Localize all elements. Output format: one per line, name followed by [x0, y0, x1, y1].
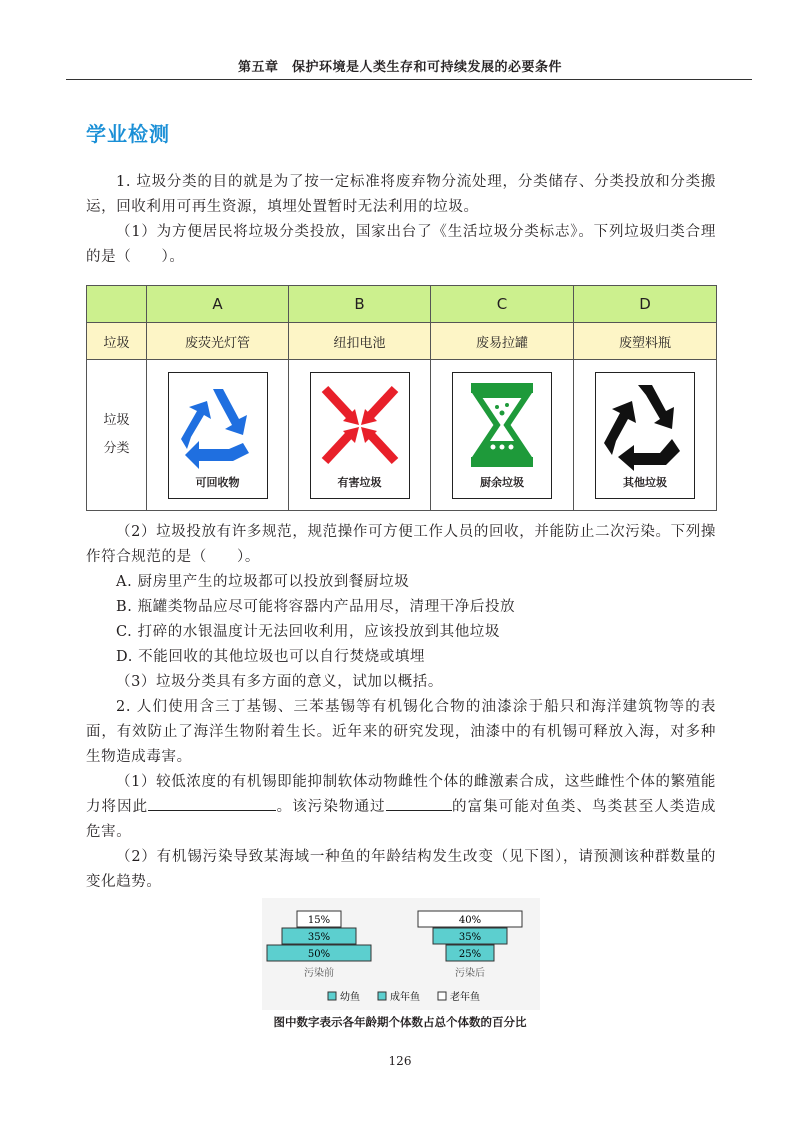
legend-swatch-adult — [378, 992, 386, 1000]
row-label-category — [87, 360, 147, 511]
recyclable-label: 可回收物 — [195, 475, 240, 489]
column-c-header: C — [431, 286, 574, 323]
option-c: C. 打碎的水银温度计无法回收利用，应该投放到其他垃圾 — [116, 624, 500, 640]
black-recycle-icon — [600, 377, 690, 472]
hourglass-icon — [457, 377, 547, 472]
legend-young: 幼鱼 — [340, 992, 360, 1003]
after-old-value: 40% — [458, 915, 482, 926]
option-d: D. 不能回收的其他垃圾也可以自行焚烧或填埋 — [116, 649, 426, 665]
after-young-value: 25% — [458, 949, 482, 960]
other-waste-sign — [595, 372, 695, 499]
kitchen-waste-sign — [452, 372, 552, 499]
sign-cell-c — [431, 360, 574, 511]
table-header-row — [87, 286, 717, 323]
garbage-classification-table — [86, 285, 717, 511]
chapter-header: 第五章 保护环境是人类生存和可持续发展的必要条件 — [237, 60, 562, 75]
age-structure-figure — [262, 898, 540, 1010]
question-2-sub1-part3: 的富集可能对鱼类、鸟类甚至人类造成危害。 — [86, 799, 716, 840]
figure-caption: 图中数字表示各年龄期个体数占总个体数的百分比 — [273, 1015, 527, 1029]
kitchen-waste-label: 厨余垃圾 — [480, 475, 524, 489]
option-b: B. 瓶罐类物品应尽可能将容器内产品用尽，清理干净后投放 — [116, 599, 516, 615]
item-b: 纽扣电池 — [289, 323, 431, 360]
row-label-category-line1: 垃圾 — [103, 413, 130, 428]
sign-cell-b — [289, 360, 431, 511]
table-row-category — [87, 360, 717, 511]
question-2-sub1-part1: （1）较低浓度的有机锡即能抑制软体动物雌性个体的雌激素合成，这些雌性个体的繁殖能力将因此 — [86, 774, 716, 815]
sign-cell-a — [147, 360, 289, 511]
row-label-category-line2: 分类 — [103, 441, 130, 456]
item-d: 废塑料瓶 — [574, 323, 717, 360]
before-young-value: 50% — [307, 949, 331, 960]
row-label-garbage: 垃圾 — [87, 323, 147, 360]
legend-swatch-old — [438, 992, 446, 1000]
before-old-value: 15% — [307, 915, 331, 926]
recyclable-sign — [168, 372, 268, 499]
question-1-sub2: （2）垃圾投放有许多规范，规范操作可方便工作人员的回收，并能防止二次污染。下列操作符合规范的是（ ）。 — [86, 524, 716, 565]
column-a-header: A — [147, 286, 289, 323]
after-adult-value: 35% — [458, 932, 482, 943]
other-waste-label: 其他垃圾 — [623, 475, 667, 489]
column-d-header: D — [574, 286, 717, 323]
before-label: 污染前 — [304, 968, 334, 979]
table-corner-cell — [87, 286, 147, 323]
header-divider — [66, 79, 752, 80]
hazardous-sign — [310, 372, 410, 499]
recycle-icon — [173, 377, 263, 472]
question-1-sub3: （3）垃圾分类具有多方面的意义，试加以概括。 — [116, 674, 443, 690]
item-c: 废易拉罐 — [431, 323, 574, 360]
legend-swatch-young — [328, 992, 336, 1000]
question-1-stem: 1. 垃圾分类的目的就是为了按一定标准将废弃物分流处理，分类储存、分类投放和分类搬运，回收利用可再生资源，填埋处置暂时无法利用的垃圾。 — [86, 174, 716, 215]
item-a: 废荧光灯管 — [147, 323, 289, 360]
answer-blank-2[interactable] — [386, 796, 452, 811]
question-1-sub1: （1）为方便居民将垃圾分类投放，国家出台了《生活垃圾分类标志》。下列垃圾归类合理的是（ ）。 — [86, 224, 716, 265]
table-row-garbage — [87, 323, 717, 360]
question-2-sub1-part2: 。该污染物通过 — [276, 799, 386, 815]
legend-adult: 成年鱼 — [390, 992, 420, 1003]
answer-blank-1[interactable] — [148, 796, 276, 811]
legend-old: 老年鱼 — [450, 992, 480, 1003]
after-label: 污染后 — [455, 968, 485, 979]
option-a: A. 厨房里产生的垃圾都可以投放到餐厨垃圾 — [116, 574, 410, 590]
question-2-sub1 — [86, 770, 716, 845]
column-b-header: B — [289, 286, 431, 323]
page-number: 126 — [388, 1054, 412, 1068]
hazardous-label: 有害垃圾 — [337, 475, 382, 489]
hazard-arrows-icon — [315, 377, 405, 472]
sign-cell-d — [574, 360, 717, 511]
before-adult-value: 35% — [307, 932, 331, 943]
question-2-stem: 2. 人们使用含三丁基锡、三苯基锡等有机锡化合物的油漆涂于船只和海洋建筑物等的表面，有效防止了海洋生物附着生长。近年来的研究发现，油漆中的有机锡可释放入海，对多种生物造成毒害。 — [86, 699, 716, 765]
section-title: 学业检测 — [86, 122, 170, 146]
question-2-sub2: （2）有机锡污染导致某海域一种鱼的年龄结构发生改变（见下图），请预测该种群数量的变化趋势。 — [86, 849, 716, 890]
